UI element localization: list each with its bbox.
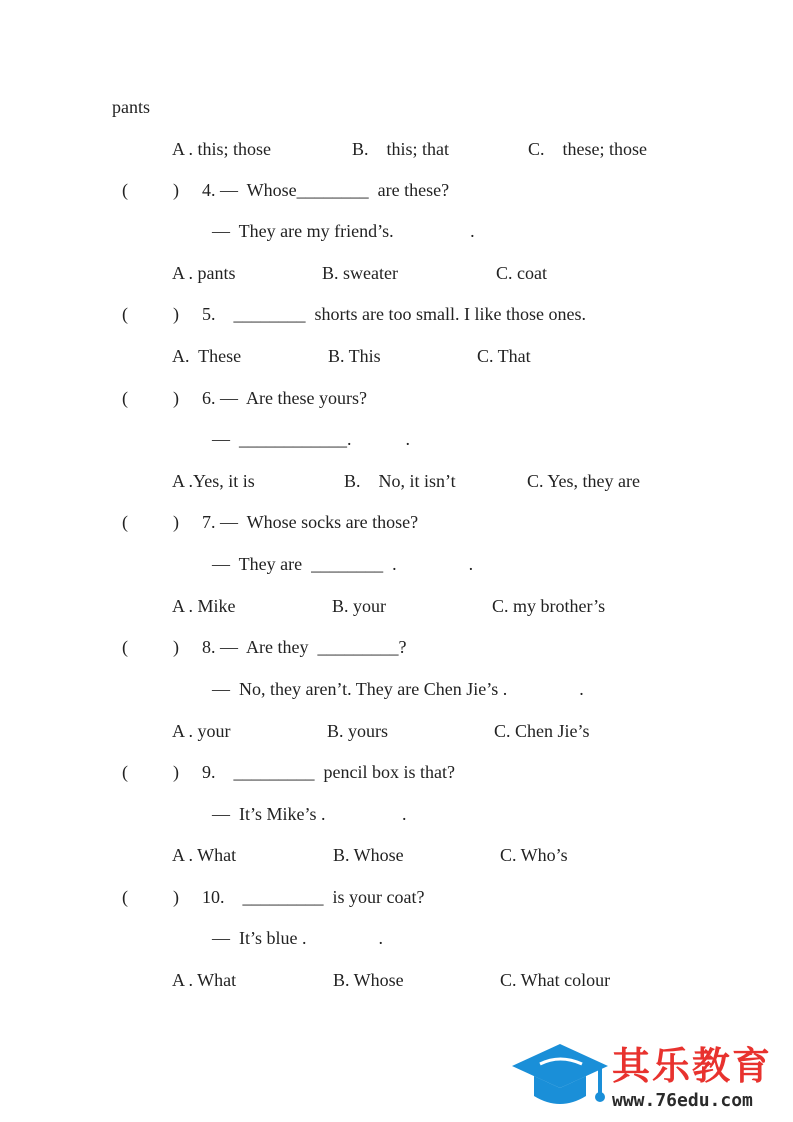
answer-parenthesis: ( )	[122, 512, 179, 532]
option-a: A . Mike	[172, 596, 236, 616]
question-reply: — No, they aren’t. They are Chen Jie’s . .	[212, 679, 584, 699]
option-c: C. What colour	[500, 970, 611, 990]
option-c: C. Chen Jie’s	[494, 721, 590, 741]
answer-parenthesis: ( )	[122, 887, 179, 907]
option-c: C. Who’s	[500, 845, 568, 865]
brand-title: 其乐教育	[612, 1044, 773, 1088]
graduation-cap-icon	[510, 1040, 610, 1118]
option-b: B. This	[328, 346, 381, 366]
option-b: B. No, it isn’t	[344, 471, 456, 491]
option-a: A. These	[172, 346, 242, 366]
option-c: C. coat	[496, 263, 547, 283]
question-stem: 4. — Whose________ are these?	[202, 180, 450, 200]
option-a: A .Yes, it is	[172, 471, 255, 491]
answer-parenthesis: ( )	[122, 304, 179, 324]
question-reply: — ____________. .	[212, 429, 410, 449]
option-a: A . your	[172, 721, 231, 741]
option-b: B. Whose	[333, 845, 404, 865]
answer-parenthesis: ( )	[122, 637, 179, 657]
option-a: A . What	[172, 845, 237, 865]
answer-parenthesis: ( )	[122, 762, 179, 782]
question-reply: — It’s blue . .	[212, 928, 383, 948]
continued-option-text: pants	[112, 97, 150, 117]
question-reply: — They are my friend’s. .	[212, 221, 475, 241]
question-stem: 7. — Whose socks are those?	[202, 512, 419, 532]
question-stem: 10. _________ is your coat?	[202, 887, 425, 907]
question-reply: — They are ________ . .	[212, 554, 474, 574]
option-a: A . pants	[172, 263, 236, 283]
answer-parenthesis: ( )	[122, 388, 179, 408]
question-stem: 6. — Are these yours?	[202, 388, 367, 408]
option-a: A . What	[172, 970, 237, 990]
question-stem: 5. ________ shorts are too small. I like those ones.	[202, 304, 586, 324]
option-b: B. your	[332, 596, 386, 616]
question-stem: 8. — Are they _________?	[202, 637, 407, 657]
option-b: B. yours	[327, 721, 389, 741]
option-c: C. my brother’s	[492, 596, 606, 616]
question-reply: — It’s Mike’s . .	[212, 804, 407, 824]
option-c: C. That	[477, 346, 531, 366]
question-stem: 9. _________ pencil box is that?	[202, 762, 455, 782]
option-b: B. Whose	[333, 970, 404, 990]
q3-option-c: C. these; those	[528, 139, 647, 159]
brand-logo	[510, 1040, 790, 1118]
answer-parenthesis: ( )	[122, 180, 179, 200]
option-b: B. sweater	[322, 263, 398, 283]
option-c: C. Yes, they are	[527, 471, 640, 491]
brand-url: www.76edu.com	[612, 1090, 753, 1111]
q3-option-b: B. this; that	[352, 139, 450, 159]
q3-option-a: A . this; those	[172, 139, 272, 159]
